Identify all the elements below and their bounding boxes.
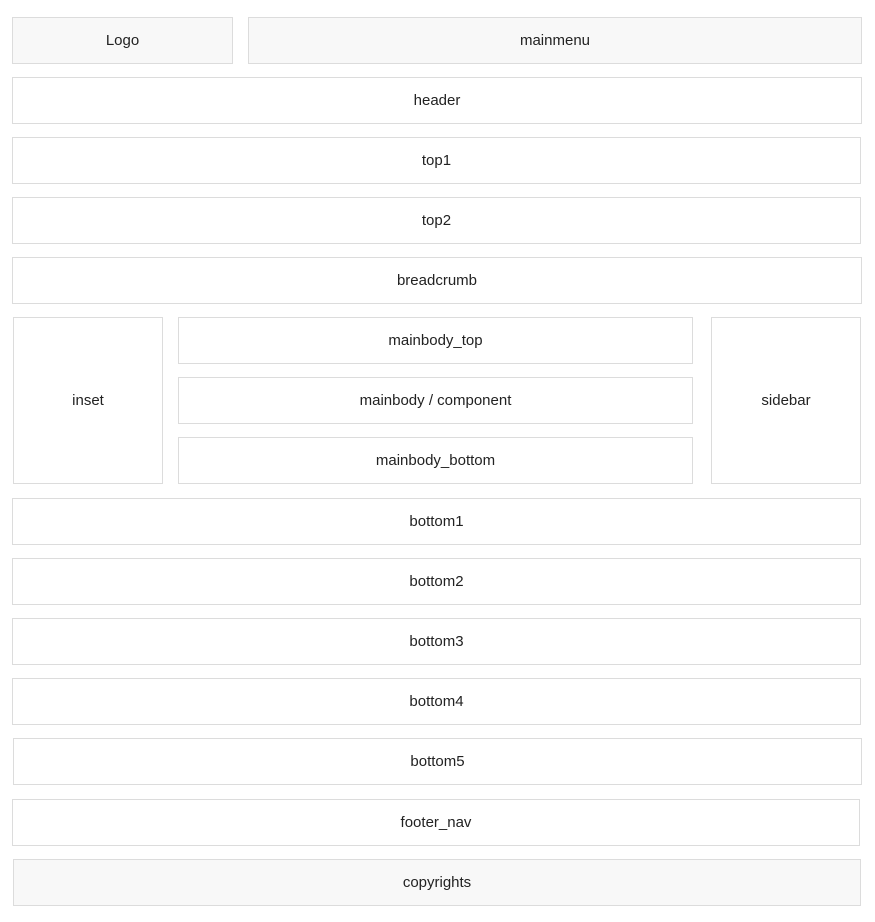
position-mainmenu xyxy=(248,17,862,64)
position-footer-nav-label: footer_nav xyxy=(400,814,472,831)
position-logo xyxy=(12,17,233,64)
position-bottom4 xyxy=(12,678,861,725)
position-bottom3-label: bottom3 xyxy=(409,633,464,650)
position-mainbody-label: mainbody / component xyxy=(359,392,512,409)
position-sidebar-label: sidebar xyxy=(761,392,811,409)
position-breadcrumb-label: breadcrumb xyxy=(396,272,478,289)
position-bottom4-label: bottom4 xyxy=(409,693,464,710)
position-bottom5 xyxy=(13,738,862,785)
position-footer-nav xyxy=(12,799,860,846)
position-header-label: header xyxy=(413,92,461,109)
position-bottom3 xyxy=(12,618,861,665)
position-mainbody-bottom-label: mainbody_bottom xyxy=(375,452,496,469)
position-top2-label: top2 xyxy=(421,212,452,229)
position-header xyxy=(12,77,862,124)
position-inset-label: inset xyxy=(72,392,104,409)
position-mainbody-bottom xyxy=(178,437,693,484)
position-breadcrumb xyxy=(12,257,862,304)
position-bottom2 xyxy=(12,558,861,605)
position-top2 xyxy=(12,197,861,244)
position-top1 xyxy=(12,137,861,184)
position-bottom5-label: bottom5 xyxy=(410,753,465,770)
position-top1-label: top1 xyxy=(421,152,452,169)
position-bottom2-label: bottom2 xyxy=(409,573,464,590)
position-bottom1 xyxy=(12,498,861,545)
position-mainmenu-label: mainmenu xyxy=(519,32,591,49)
position-copyrights-label: copyrights xyxy=(402,874,472,891)
position-mainbody-top-label: mainbody_top xyxy=(388,332,483,349)
position-bottom1-label: bottom1 xyxy=(409,513,464,530)
position-logo-label: Logo xyxy=(105,32,140,49)
position-mainbody xyxy=(178,377,693,424)
position-sidebar xyxy=(711,317,861,484)
position-inset xyxy=(13,317,163,484)
position-mainbody-top xyxy=(178,317,693,364)
position-copyrights xyxy=(13,859,861,906)
